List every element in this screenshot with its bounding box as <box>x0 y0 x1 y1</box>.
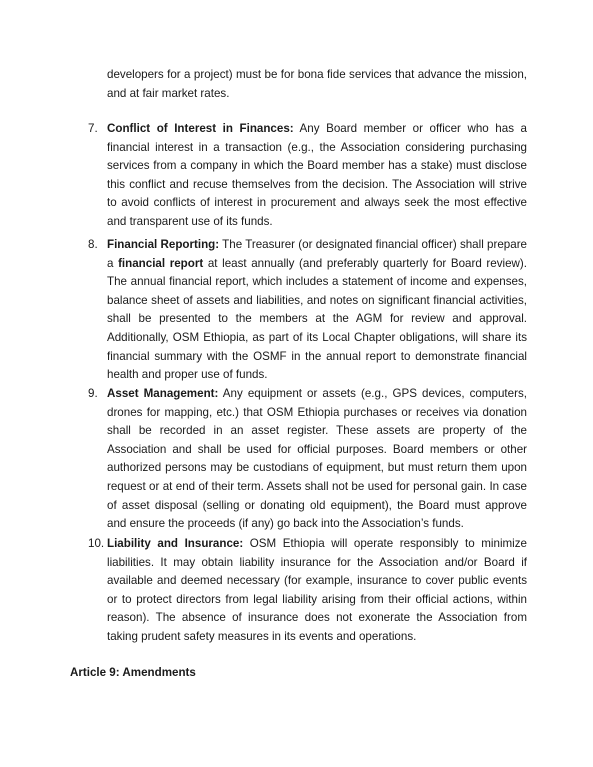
item-text: Any equipment or assets (e.g., GPS devices, computers, drones for mapping, etc.) that OSM Ethiopia purchases or receives via donation shall be recorded in an asset register. These assets are property of the Association and shall be used for official purposes. Board members or other authorized persons may be custodians of equipment, but must return them upon request or at end of their term. Assets shall not be used for personal gain. In case of asset disposal (selling or donating old equipment), the Board must approve and ensure the proceeds (if any) go back into the Association’s funds. <box>107 387 527 531</box>
item-title: Financial Reporting: <box>107 238 220 251</box>
article-heading: Article 9: Amendments <box>70 666 196 679</box>
item-title: Liability and Insurance: <box>107 537 244 550</box>
list-item-9 <box>88 385 527 534</box>
item-body <box>107 236 527 385</box>
item-text: OSM Ethiopia will operate responsibly to minimize liabilities. It may obtain liability insurance for the Association and/or Board if available and deemed necessary (for example, insurance to cover public events or to protect directors from legal liability arising from their official actions, within reason). The absence of insurance does not exonerate the Association from taking prudent safety measures in its events and operations. <box>107 537 527 643</box>
item-number: 9. <box>88 387 98 400</box>
item-number: 8. <box>88 238 98 251</box>
item-body <box>107 120 527 232</box>
item-body <box>107 535 527 647</box>
item-text: Any Board member or officer who has a financial interest in a transaction (e.g., the Association considering purchasing services from a company in which the Board member has a stake) must disclose this conflict and recuse themselves from the decision. The Association will strive to avoid conflicts of interest in procurement and always seek the most effective and transparent use of its funds. <box>107 122 527 228</box>
item-body <box>107 385 527 534</box>
item-text-after: at least annually (and preferably quarterly for Board review). The annual financial report, which includes a statement of income and expenses, balance sheet of assets and liabilities, and notes on significant financial activities, shall be presented to the members at the AGM for review and approval. Additionally, OSM Ethiopia, as part of its Local Chapter obligations, will share its financial summary with the OSMF in the annual report to demonstrate financial health and proper use of funds. <box>107 256 528 382</box>
continuation-paragraph: developers for a project) must be for bona fide services that advance the mission, and at fair market rates. <box>107 68 527 100</box>
list-item-10 <box>88 535 527 647</box>
item-title: Conflict of Interest in Finances: <box>107 122 294 135</box>
item-text-before: The Treasurer (or designated financial officer) shall prepare a <box>107 238 528 270</box>
list-item-8 <box>88 236 527 385</box>
item-bold-inline: financial report <box>118 256 204 270</box>
item-title: Asset Management: <box>107 387 219 400</box>
item-number: 7. <box>88 122 98 135</box>
item-number: 10. <box>88 537 105 550</box>
list-item-7 <box>88 120 527 232</box>
